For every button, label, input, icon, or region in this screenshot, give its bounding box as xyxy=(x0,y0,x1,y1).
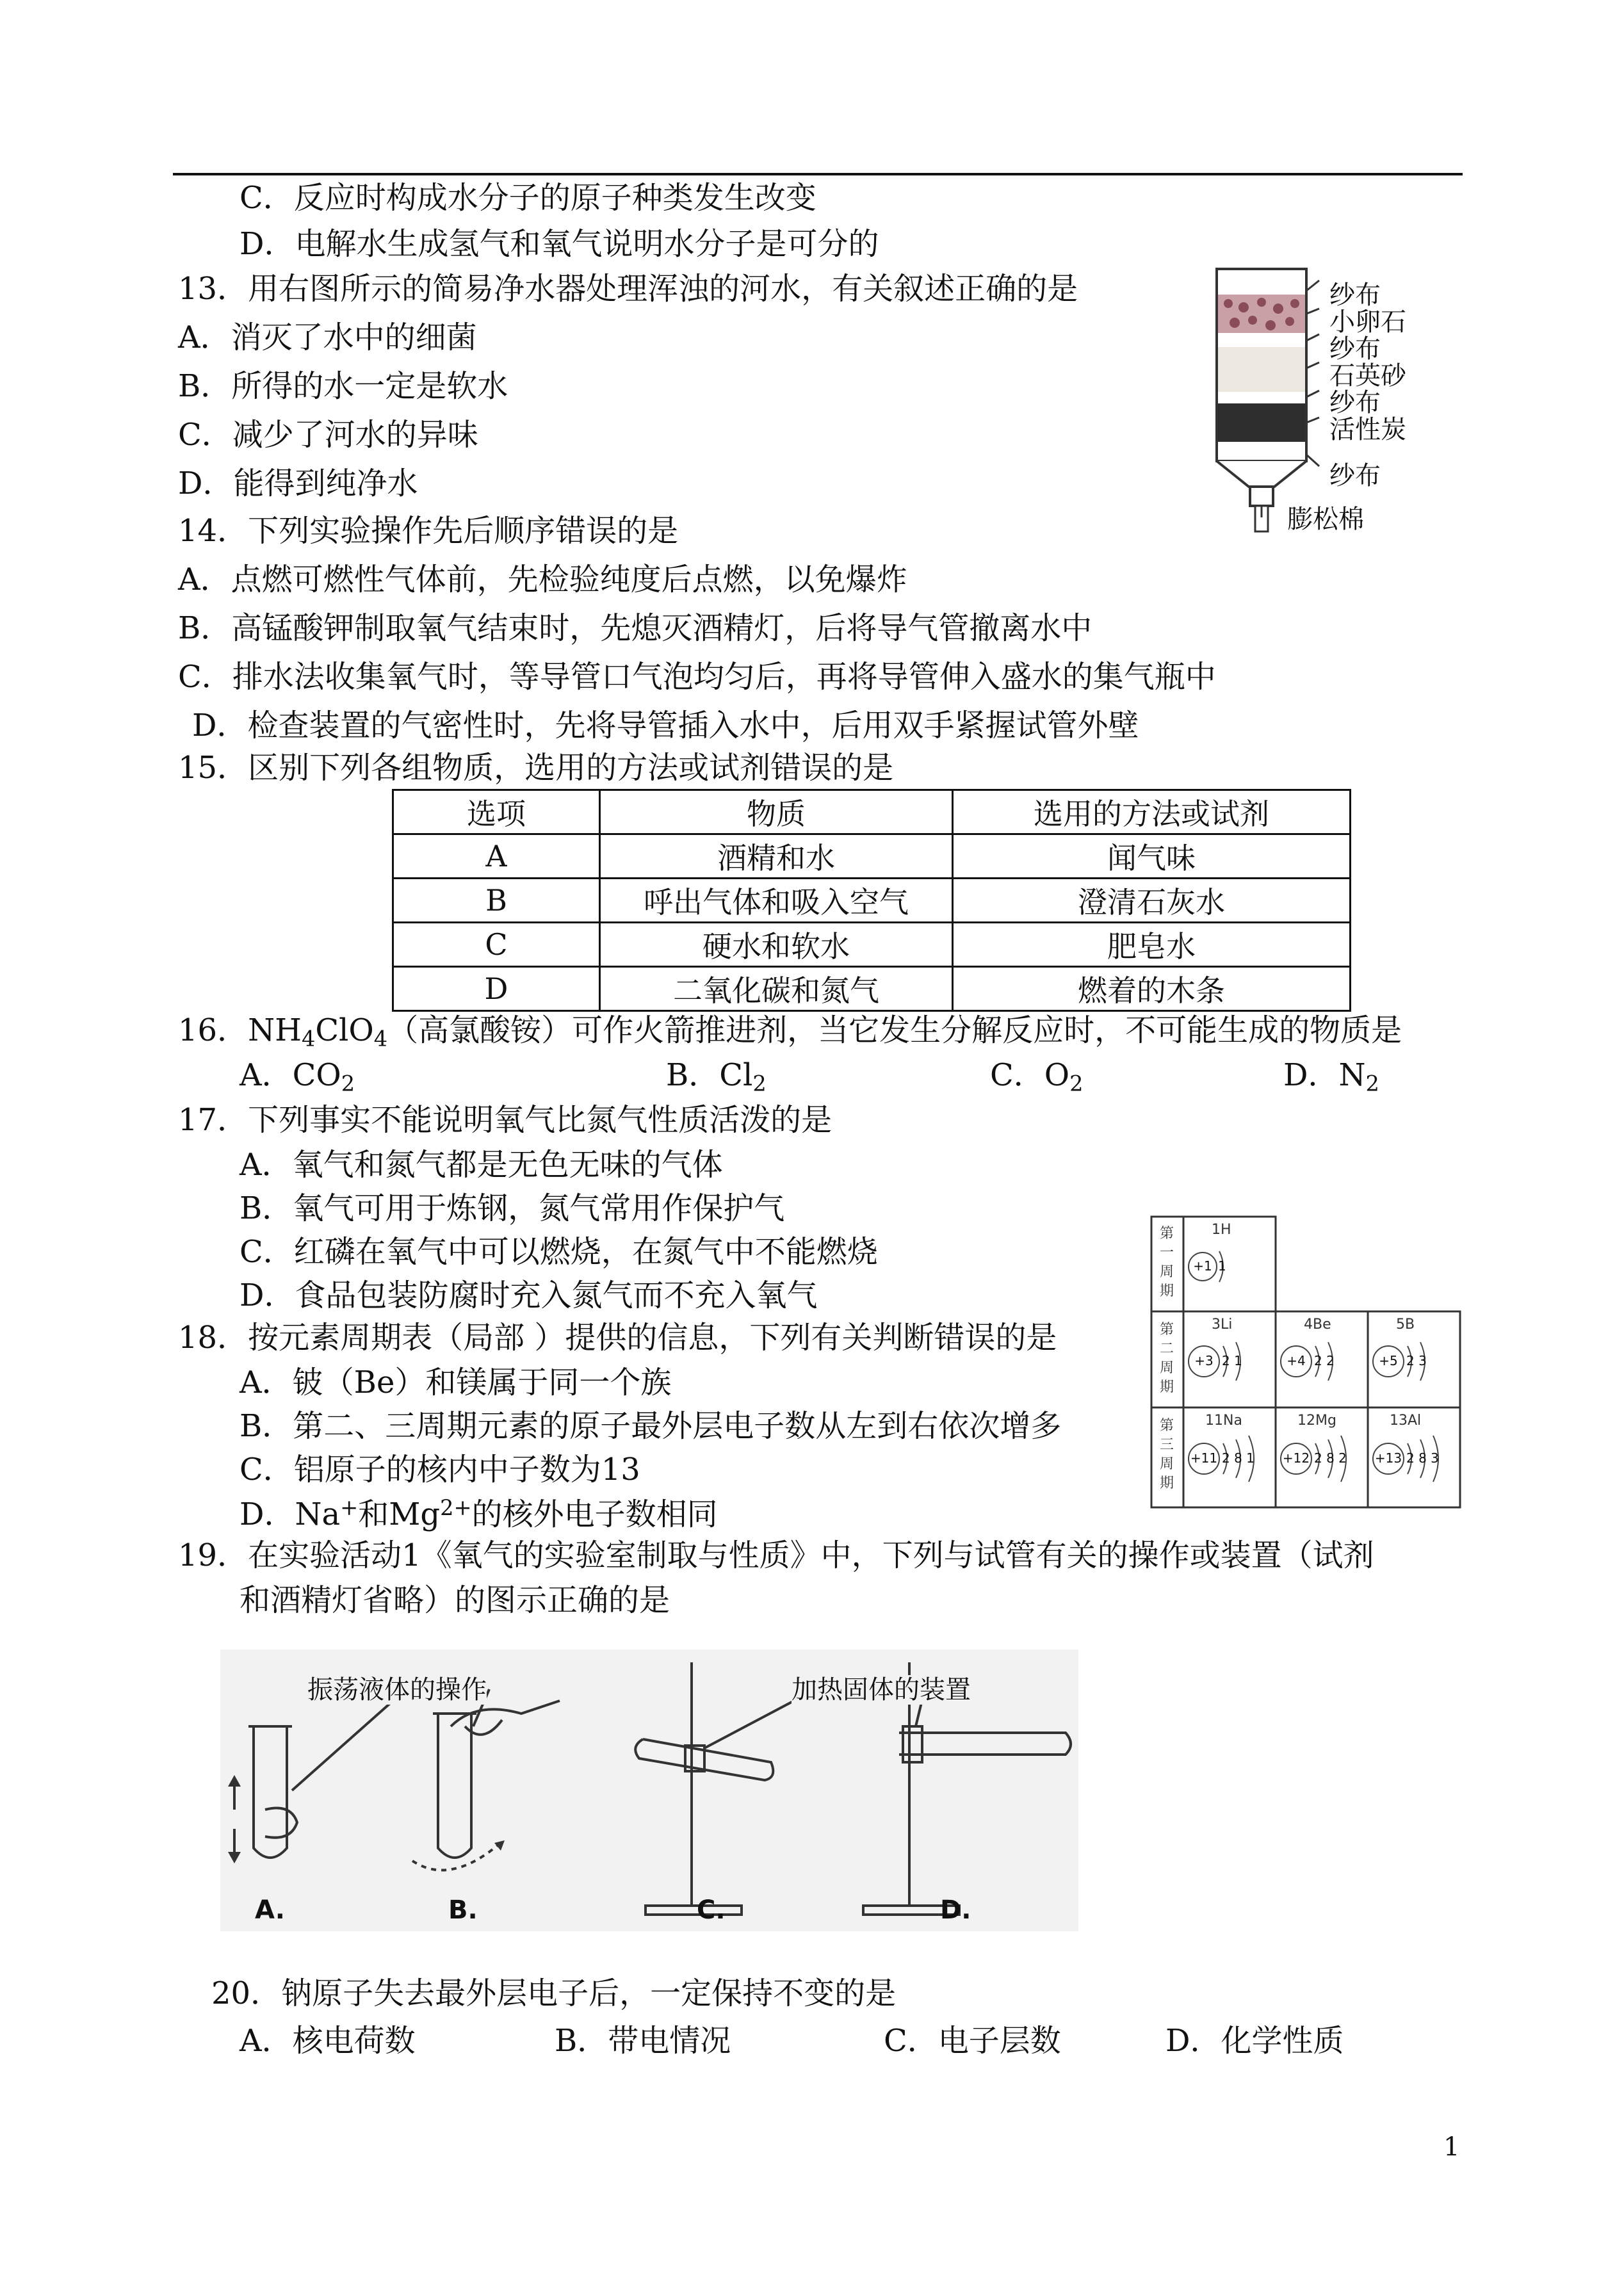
filter-label-2: 小卵石 xyxy=(1329,307,1406,337)
nucleus-charge: +11 xyxy=(1190,1450,1218,1466)
element-symbol: 4Be xyxy=(1304,1317,1331,1333)
electron-shells: 2 8 1 xyxy=(1222,1450,1255,1466)
q17-option-b: B．氧气可用于炼钢，氮气常用作保护气 xyxy=(240,1190,785,1226)
q15-stem: 15．区别下列各组物质，选用的方法或试剂错误的是 xyxy=(178,750,894,786)
element-symbol: 13Al xyxy=(1390,1413,1422,1429)
table-cell: 酒精和水 xyxy=(600,834,953,879)
table-cell: 燃着的木条 xyxy=(953,967,1351,1011)
element-symbol: 5B xyxy=(1396,1317,1415,1333)
q13-stem: 13．用右图所示的简易净水器处理浑浊的河水，有关叙述正确的是 xyxy=(178,271,1078,307)
element-symbol: 1H xyxy=(1212,1222,1231,1238)
table-header: 物质 xyxy=(600,790,953,834)
q20-option-a: A．核电荷数 xyxy=(240,2023,416,2059)
figure-option-c: C. xyxy=(697,1895,726,1925)
q20-option-c: C．电子层数 xyxy=(884,2023,1061,2059)
q20-option-b: B．带电情况 xyxy=(555,2023,731,2059)
q18-stem: 18．按元素周期表（局部 ）提供的信息，下列有关判断错误的是 xyxy=(178,1320,1057,1356)
q17-option-c: C．红磷在氧气中可以燃烧，在氮气中不能燃烧 xyxy=(240,1234,878,1270)
label-shake-liquid: 振荡液体的操作 xyxy=(307,1675,487,1705)
figure-option-a: A. xyxy=(255,1895,285,1925)
q14-option-c: C．排水法收集氧气时，等导管口气泡均匀后，再将导管伸入盛水的集气瓶中 xyxy=(178,659,1216,695)
figure-option-d: D. xyxy=(940,1895,971,1925)
element-symbol: 12Mg xyxy=(1297,1413,1336,1429)
nucleus-charge: +4 xyxy=(1287,1353,1306,1368)
electron-shells: 2 8 3 xyxy=(1406,1450,1439,1466)
table-cell: B xyxy=(393,879,600,923)
period-label-3: 第三周期 xyxy=(1159,1418,1174,1491)
label-heat-solid: 加热固体的装置 xyxy=(792,1675,971,1705)
table-cell: 二氧化碳和氮气 xyxy=(600,967,953,1011)
period-label-2: 第二周期 xyxy=(1159,1322,1174,1395)
element-symbol: 11Na xyxy=(1205,1413,1242,1429)
filter-label-1: 纱布 xyxy=(1329,280,1381,310)
q13-option-c: C．减少了河水的异味 xyxy=(178,417,478,453)
table-row xyxy=(393,834,1351,879)
nucleus-charge: +5 xyxy=(1379,1353,1398,1368)
q13-option-d: D．能得到纯净水 xyxy=(178,466,418,501)
page-number: 1 xyxy=(1443,2132,1460,2162)
table-header: 选项 xyxy=(393,790,600,834)
table-cell: 澄清石灰水 xyxy=(953,879,1351,923)
q17-stem: 17．下列事实不能说明氧气比氮气性质活泼的是 xyxy=(178,1102,832,1138)
q20-option-d: D．化学性质 xyxy=(1165,2023,1344,2059)
table-cell: 闻气味 xyxy=(953,834,1351,879)
q18-option-c: C．铝原子的核内中子数为13 xyxy=(240,1452,640,1488)
electron-shells: 2 3 xyxy=(1406,1353,1427,1368)
q16-option-c: C．$O_2$ xyxy=(990,1057,1084,1096)
q13-option-a: A．消灭了水中的细菌 xyxy=(178,320,477,355)
q18-option-d: D．Na+和$Mg^{2+}$的核外电子数相同 xyxy=(240,1495,718,1533)
table-cell: A xyxy=(393,834,600,879)
q12-option-c: C．反应时构成水分子的原子种类发生改变 xyxy=(240,180,816,216)
table-cell: 肥皂水 xyxy=(953,923,1351,967)
table-cell: D xyxy=(393,967,600,1011)
q16-option-a: A．$CO_2$ xyxy=(240,1057,355,1096)
q16-stem: 16．$NH_4ClO_4$（高氯酸铵）可作火箭推进剂，当它发生分解反应时，不可能生成的物质是 xyxy=(178,1012,1402,1051)
q19-stem-line2: 和酒精灯省略）的图示正确的是 xyxy=(240,1582,670,1618)
periodic-table-figure xyxy=(1150,1215,1464,1510)
period-label-1: 第一周期 xyxy=(1159,1226,1174,1299)
electron-shells: 2 8 2 xyxy=(1314,1450,1347,1466)
q17-option-a: A．氧气和氮气都是无色无味的气体 xyxy=(240,1147,723,1183)
table-header: 选用的方法或试剂 xyxy=(953,790,1351,834)
q13-option-b: B．所得的水一定是软水 xyxy=(178,368,508,404)
filter-label-4: 石英砂 xyxy=(1329,361,1406,391)
q16-option-d: D．$N_2$ xyxy=(1283,1057,1379,1096)
filter-label-5: 纱布 xyxy=(1329,388,1381,418)
nucleus-charge: +1 xyxy=(1193,1258,1212,1274)
q16-option-b: B．$Cl_2$ xyxy=(666,1057,767,1096)
figure-option-b: B. xyxy=(448,1895,478,1925)
q12-option-d: D．电解水生成氢气和氧气说明水分子是可分的 xyxy=(240,226,879,262)
table-row xyxy=(393,879,1351,923)
q20-stem: 20．钠原子失去最外层电子后，一定保持不变的是 xyxy=(211,1975,897,2011)
electron-shells: 2 2 xyxy=(1314,1353,1335,1368)
q18-option-b: B．第二、三周期元素的原子最外层电子数从左到右依次增多 xyxy=(240,1408,1062,1444)
q14-option-d: D．检查装置的气密性时，先将导管插入水中，后用双手紧握试管外壁 xyxy=(192,708,1139,743)
q18-option-a: A．铍（Be）和镁属于同一个族 xyxy=(240,1365,672,1400)
q19-stem-line1: 19．在实验活动1《氧气的实验室制取与性质》中，下列与试管有关的操作或装置（试剂 xyxy=(178,1537,1374,1573)
water-filter-figure xyxy=(1210,263,1422,544)
nucleus-charge: +3 xyxy=(1194,1353,1214,1368)
nucleus-charge: +13 xyxy=(1374,1450,1402,1466)
electron-shells: 1 xyxy=(1218,1258,1226,1274)
table-row xyxy=(393,967,1351,1011)
table-cell: C xyxy=(393,923,600,967)
table-header-row xyxy=(393,790,1351,834)
table-cell: 呼出气体和吸入空气 xyxy=(600,879,953,923)
q17-option-d: D．食品包装防腐时充入氮气而不充入氧气 xyxy=(240,1277,818,1313)
nucleus-charge: +12 xyxy=(1282,1450,1310,1466)
table-cell: 硬水和软水 xyxy=(600,923,953,967)
q14-stem: 14．下列实验操作先后顺序错误的是 xyxy=(178,513,679,549)
q14-option-b: B．高锰酸钾制取氧气结束时，先熄灭酒精灯，后将导气管撤离水中 xyxy=(178,610,1092,646)
filter-label-7: 纱布 xyxy=(1329,461,1381,491)
electron-shells: 2 1 xyxy=(1222,1353,1242,1368)
filter-label-6: 活性炭 xyxy=(1329,415,1406,444)
element-symbol: 3Li xyxy=(1212,1317,1233,1333)
filter-label-3: 纱布 xyxy=(1329,334,1381,364)
top-rule xyxy=(173,173,1463,175)
q14-option-a: A．点燃可燃性气体前，先检验纯度后点燃，以免爆炸 xyxy=(178,562,907,597)
q15-table xyxy=(392,789,1351,1012)
filter-label-8: 膨松棉 xyxy=(1287,505,1364,534)
table-row xyxy=(393,923,1351,967)
